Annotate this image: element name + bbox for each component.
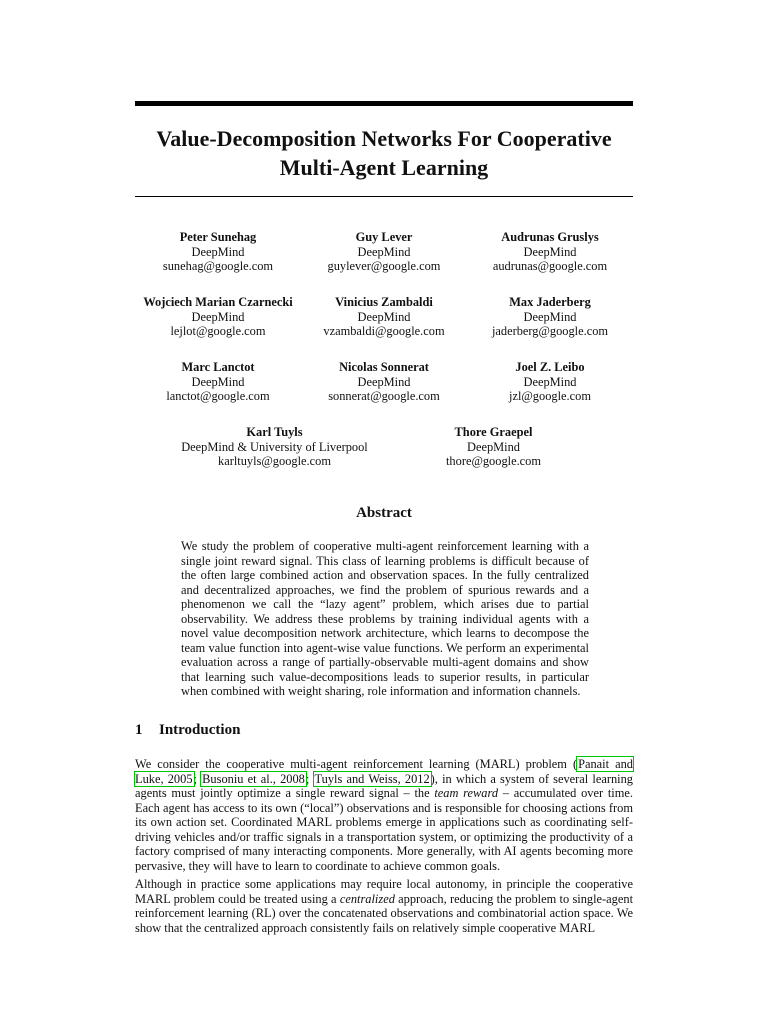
author-row bbox=[135, 360, 633, 425]
author-email: vzambaldi@google.com bbox=[323, 324, 445, 338]
author-block bbox=[135, 230, 633, 490]
author-name: Wojciech Marian Czarnecki bbox=[143, 295, 293, 309]
author-affiliation: DeepMind bbox=[357, 374, 411, 389]
intro-paragraph bbox=[135, 757, 633, 873]
abstract-text: We study the problem of cooperative multi-agent reinforcement learning with a single joint reward signal. This class of learning problems is difficult because of the often large combined action and observation spaces. In the fully centralized and decentralized approaches, we find the problem of spurious rewards and a phenomenon we call the “lazy agent” problem, which arises due to partial observability. We address these problems by training individual agents with a novel value decomposition network architecture, which learns to decompose the team value function into agent-wise value functions. We perform an experimental evaluation across a range of partially-observable multi-agent domains and show that learning such value-decompositions leads to superior results, in particular when combined with weight sharing, role information and information channels. bbox=[181, 539, 589, 698]
paragraph-text: Although in practice some applications may require local autonomy, in principle the cooperative MARL problem could be treated using a bbox=[135, 877, 633, 906]
title-top-rule bbox=[135, 101, 633, 106]
author-affiliation: DeepMind bbox=[191, 374, 245, 389]
author-email: audrunas@google.com bbox=[492, 259, 608, 273]
author-affiliation: DeepMind bbox=[357, 309, 411, 324]
paragraph-text: – accumulated over time. Each agent has access to its own (“local”) observations and is responsible for choosing actions from its own action set. Coordinated MARL problems emerge in applications such as coordinating self-driving vehicles and/or traffic signals in a transportation system, or optimizing the productivity of a factory comprised of many interacting components. More generally, with AI agents becoming more pervasive, they will have to learn to coordinate to achieve common goals. bbox=[135, 786, 633, 873]
author-affiliation: DeepMind bbox=[357, 244, 411, 259]
author-affiliation: DeepMind bbox=[523, 309, 577, 324]
author bbox=[165, 425, 384, 490]
author-email: karltuyls@google.com bbox=[218, 454, 331, 468]
author bbox=[301, 295, 467, 360]
paragraph-text: ), in which a system of several learning agents must jointly optimize a single reward signal – the bbox=[135, 771, 634, 800]
author-email: sunehag@google.com bbox=[162, 259, 274, 273]
author-affiliation: DeepMind bbox=[523, 244, 577, 259]
emphasis-text: team reward bbox=[434, 786, 499, 800]
author-name: Audrunas Gruslys bbox=[501, 230, 599, 244]
author-name: Thore Graepel bbox=[454, 425, 533, 439]
citation-link[interactable]: Tuyls and Weiss, 2012 bbox=[314, 771, 430, 786]
author bbox=[384, 425, 603, 490]
author-name: Vinicius Zambaldi bbox=[335, 295, 433, 309]
section-title: Introduction bbox=[159, 722, 241, 738]
abstract-heading: Abstract bbox=[356, 505, 412, 521]
citation-separator: ; bbox=[305, 771, 314, 786]
author-name: Guy Lever bbox=[355, 230, 413, 244]
section-number: 1 bbox=[135, 722, 143, 738]
author bbox=[135, 360, 301, 425]
author-name: Joel Z. Leibo bbox=[515, 360, 585, 374]
author-name: Peter Sunehag bbox=[179, 230, 257, 244]
citation-link[interactable]: Panait and Luke, 2005 bbox=[135, 757, 633, 786]
author-row bbox=[135, 295, 633, 360]
author-affiliation: DeepMind & University of Liverpool bbox=[181, 439, 368, 454]
author-name: Marc Lanctot bbox=[181, 360, 255, 374]
title-bottom-rule bbox=[135, 196, 633, 197]
author-affiliation: DeepMind bbox=[191, 309, 245, 324]
author bbox=[467, 295, 633, 360]
section-heading bbox=[135, 722, 240, 739]
paragraph-text: approach, reducing the problem to single-agent reinforcement learning (RL) over the concatenated observations and combinatorial action space. We show that the centralized approach consistently fails on relatively simple cooperative MARL bbox=[135, 891, 634, 935]
emphasis-text: centralized bbox=[339, 891, 395, 906]
author-affiliation: DeepMind bbox=[467, 439, 520, 454]
author-email: jaderberg@google.com bbox=[491, 324, 609, 338]
citation-link[interactable]: Busoniu et al., 2008 bbox=[202, 771, 305, 786]
author bbox=[301, 230, 467, 295]
author-row bbox=[135, 230, 633, 295]
author bbox=[467, 360, 633, 425]
intro-paragraph bbox=[135, 877, 633, 935]
author-name: Nicolas Sonnerat bbox=[339, 360, 429, 374]
paper-title: Value-Decomposition Networks For Cooperative Multi-Agent Learning bbox=[156, 126, 612, 180]
author-email: lanctot@google.com bbox=[166, 389, 270, 403]
author-email: jzl@google.com bbox=[509, 389, 591, 403]
author bbox=[135, 230, 301, 295]
author-name: Max Jaderberg bbox=[509, 295, 591, 309]
author bbox=[467, 230, 633, 295]
paragraph-text: We consider the cooperative multi-agent reinforcement learning (MARL) problem ( bbox=[135, 757, 578, 771]
author-email: thore@google.com bbox=[445, 454, 542, 468]
author-email: lejlot@google.com bbox=[170, 324, 266, 338]
author-row bbox=[135, 425, 633, 490]
author-email: guylever@google.com bbox=[327, 259, 441, 273]
citation-separator: ; bbox=[193, 771, 202, 786]
author-affiliation: DeepMind bbox=[523, 374, 577, 389]
author-name: Karl Tuyls bbox=[246, 425, 303, 439]
author-email: sonnerat@google.com bbox=[328, 389, 440, 403]
author-affiliation: DeepMind bbox=[191, 244, 245, 259]
author bbox=[135, 295, 301, 360]
author bbox=[301, 360, 467, 425]
